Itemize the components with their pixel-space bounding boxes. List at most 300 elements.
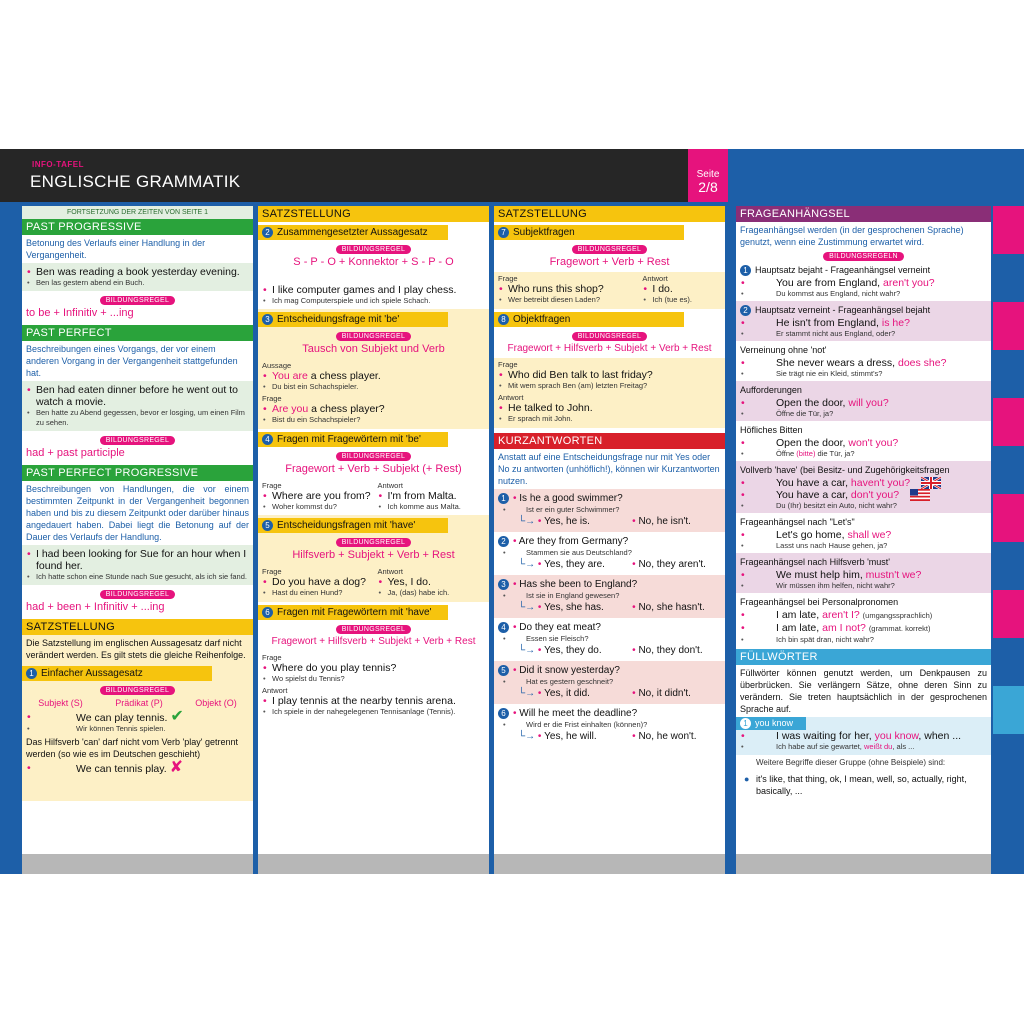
rule-heading: Hauptsatz bejaht - Frageanhängsel verneint	[755, 265, 931, 275]
side-tab	[993, 398, 1024, 446]
question-text: Has she been to England?	[519, 579, 638, 590]
answers: └→ • Yes, they are. • No, they aren't.	[518, 559, 706, 570]
past-perfect-desc: Beschreibungen eines Vorgangs, der vor einem anderen Vorgang in der Vergangenheit stattgefunden hat.	[26, 344, 238, 378]
qa-table	[258, 479, 489, 512]
question-translation: • Ist sie in England gewesen?	[498, 591, 721, 601]
section-fuellwoerter: FÜLLWÖRTER	[736, 649, 991, 665]
no-answer: No, they aren't.	[638, 559, 706, 570]
satzstellung-body	[22, 635, 253, 801]
yes-answer: Yes, he is.	[544, 516, 590, 527]
page-title: ENGLISCHE GRAMMATIK	[30, 172, 241, 191]
example-sentence	[736, 477, 991, 489]
number-icon: 5	[262, 520, 273, 531]
number-icon: 1	[740, 718, 751, 729]
number-icon: 2	[740, 305, 751, 316]
subsection-6	[258, 605, 448, 620]
past-perfect-rule: had + past participle	[26, 447, 125, 459]
example-translation: • Öffne die Tür, ja?	[736, 409, 991, 419]
rule-formula: Hilfsverb + Subjekt + Verb + Rest	[292, 549, 455, 561]
p1: I was waiting for her,	[776, 730, 875, 743]
column-satzstellung	[258, 206, 489, 874]
number-icon: 1	[26, 668, 37, 679]
answers: └→ • Yes, he is. • No, he isn't.	[518, 516, 691, 527]
subsection-3-body	[258, 309, 489, 429]
main: We must help him,	[776, 569, 866, 582]
main: I am late,	[776, 609, 823, 622]
rule-heading: Aufforderungen	[740, 385, 802, 395]
subsection-title: Entscheidungsfrage mit 'be'	[277, 314, 400, 325]
rule-heading: Verneinung ohne 'not'	[740, 345, 827, 355]
example-sentence	[736, 730, 991, 742]
side-tab	[993, 254, 1024, 302]
no-answer: No, he won't.	[638, 731, 697, 742]
main: You are from England,	[776, 277, 884, 289]
number-icon: 5	[498, 665, 509, 676]
frage-label: Frage	[262, 653, 282, 662]
rule-badge: BILDUNGSREGEL	[572, 245, 647, 254]
column-fragen-kurzantworten	[494, 206, 725, 874]
arrow-icon: └→	[518, 559, 538, 570]
p3: , when ...	[918, 730, 962, 743]
hilfsverb-note: Das Hilfsverb 'can' darf nicht vom Verb 'play' getrennt werden (so wie es im Deutschen geschieht)	[26, 737, 238, 759]
subsection-3	[258, 312, 448, 327]
answer-translation: • Ich komme aus Malta.	[374, 502, 490, 512]
question-translation: • Hast du einen Hund?	[258, 588, 374, 598]
column-tenses	[22, 206, 253, 874]
example-sentence	[258, 370, 489, 382]
rule-heading: Frageanhängsel bei Personalpronomen	[740, 597, 899, 608]
predicate-label: Prädikat (P)	[115, 698, 163, 708]
subsection-title: Objektfragen	[513, 314, 571, 325]
qa-table	[494, 272, 725, 309]
subsection-5	[258, 518, 448, 533]
main: I am late,	[776, 622, 823, 635]
example-sentence	[736, 357, 991, 369]
section-satzstellung: SATZSTELLUNG	[22, 619, 253, 635]
question-translation: • Woher kommst du?	[258, 502, 374, 512]
info-sheet	[0, 149, 1024, 874]
question: 3 • Has she been to England?	[498, 578, 721, 591]
side-tab	[993, 350, 1024, 398]
example-translation: • Ben hatte zu Abend gegessen, bevor er losging, um einen Film zu sehen.	[22, 408, 253, 428]
bottom-strip	[258, 854, 489, 874]
subsection-title: Fragen mit Fragewörtern mit 'have'	[277, 607, 432, 618]
example-translation: • Sie trägt nie ein Kleid, stimmt's?	[736, 369, 991, 379]
p2: you know	[874, 730, 919, 743]
example-sentence	[736, 437, 991, 449]
page-label: Seite	[696, 169, 720, 180]
arrow-icon: └→	[518, 688, 538, 699]
example-translation: • Du kommst aus England, nicht wahr?	[736, 289, 991, 299]
subsection-2	[258, 225, 448, 240]
question: • Where do you play tennis?	[258, 662, 489, 674]
answers: └→ • Yes, he will. • No, he won't.	[518, 731, 697, 742]
example-translation: • Ich bin spät dran, nicht wahr?	[736, 635, 991, 645]
tag: is he?	[881, 317, 910, 329]
t2: (bitte)	[796, 449, 816, 458]
tag: aren't you?	[883, 277, 935, 289]
column-frageanhaengsel	[736, 206, 991, 874]
tag-rule-3	[736, 341, 991, 381]
rule-badge: BILDUNGSREGEL	[336, 332, 411, 341]
rule-badge: BILDUNGSREGEL	[336, 452, 411, 461]
subsection-4	[258, 432, 448, 447]
side-tab	[993, 446, 1024, 494]
subsection-8	[494, 312, 684, 327]
antwort-label: Antwort	[377, 567, 403, 576]
example-translation: • Ich mag Computerspiele und ich spiele Schach.	[258, 296, 489, 306]
past-perfect-progressive-example	[22, 545, 253, 585]
subsection-title: Einfacher Aussagesatz	[41, 668, 143, 679]
frage-label: Frage	[262, 567, 282, 576]
kurzantwort-item	[494, 575, 725, 618]
tag-rule-8	[736, 553, 991, 593]
rule-heading: Höfliches Bitten	[740, 425, 803, 435]
answer-translation: • Ich (tue es).	[638, 295, 725, 305]
rule-badge: BILDUNGSREGEL	[100, 686, 175, 695]
answers: └→ • Yes, she has. • No, she hasn't.	[518, 602, 705, 613]
note: (umgangssprachlich)	[862, 611, 933, 621]
antwort-label: Antwort	[262, 686, 288, 695]
main: You have a car,	[776, 477, 851, 489]
section-satzstellung: SATZSTELLUNG	[258, 206, 489, 222]
rule-badge: BILDUNGSREGEL	[572, 332, 647, 341]
antwort-label: Antwort	[498, 393, 524, 402]
rule-heading: Hauptsatz verneint - Frageanhängsel bejaht	[755, 305, 931, 315]
section-past-perfect: PAST PERFECT	[22, 325, 253, 341]
arrow-icon: └→	[518, 602, 538, 613]
rest: a chess player.	[307, 370, 381, 382]
rule-heading: Frageanhängsel nach Hilfsverb 'must'	[740, 557, 891, 568]
tag: am I not?	[822, 622, 866, 635]
answer: • I do.	[638, 283, 725, 295]
number-icon: 3	[498, 579, 509, 590]
answer-translation: • Er sprach mit John.	[494, 414, 725, 424]
kurzantworten-list	[494, 489, 725, 747]
subsection-title: Entscheidungsfragen mit 'have'	[277, 520, 416, 531]
frage-label: Frage	[498, 360, 518, 369]
number-icon: 6	[262, 607, 273, 618]
number-icon: 4	[262, 434, 273, 445]
tag: mustn't we?	[865, 569, 922, 582]
number-icon: 1	[740, 265, 751, 276]
question-translation: • Wird er die Frist einhalten (können)?	[498, 720, 721, 730]
tag: don't you?	[850, 489, 900, 502]
rule-formula: S - P - O + Konnektor + S - P - O	[293, 256, 454, 268]
example-sentence	[736, 569, 991, 581]
rule-formula: Fragewort + Verb + Rest	[549, 256, 670, 268]
t3: , als ...	[892, 742, 915, 752]
question-text: Will he meet the deadline?	[519, 708, 638, 719]
subsection-title: Fragen mit Fragewörtern mit 'be'	[277, 434, 421, 445]
header-label: INFO-TAFEL	[32, 160, 84, 169]
satzstellung-desc: Die Satzstellung im englischen Aussagesatz darf nicht verändert werden. Es gilt stets die gleiche Reihenfolge.	[26, 638, 246, 660]
main: He isn't from England,	[776, 317, 882, 329]
example-translation: • Wir müssen ihm helfen, nicht wahr?	[736, 581, 991, 591]
tag-rule-6	[736, 461, 991, 513]
t1: Öffne	[776, 449, 797, 458]
answers: └→ • Yes, it did. • No, it didn't.	[518, 688, 691, 699]
example-translation: • Du bist ein Schachspieler.	[258, 382, 489, 392]
more-terms-note: Weitere Begriffe dieser Gruppe (ohne Beispiele) sind:	[756, 758, 946, 768]
question: 4 • Do they eat meat?	[498, 621, 721, 634]
arrow-icon: └→	[518, 645, 538, 656]
fuellwoerter-example	[736, 717, 991, 755]
side-tab	[993, 590, 1024, 638]
rule-badge: BILDUNGSREGEL	[100, 436, 175, 445]
main: You have a car,	[776, 489, 851, 502]
question-translation: • Stammen sie aus Deutschland?	[498, 548, 721, 558]
rule-badge: BILDUNGSREGELN	[823, 252, 904, 261]
kurzantwort-item	[494, 532, 725, 575]
question-text: Are they from Germany?	[518, 536, 629, 547]
page-number: 2/8	[698, 179, 718, 195]
page-number-badge	[688, 149, 728, 202]
rule-badge: BILDUNGSREGEL	[336, 245, 411, 254]
spo-rule	[22, 695, 253, 711]
frage-label: Frage	[262, 394, 282, 403]
tag: shall we?	[847, 529, 892, 542]
question-text: Is he a good swimmer?	[519, 493, 623, 504]
subsection-you-know	[736, 717, 806, 730]
question-translation: • Wo spielst du Tennis?	[258, 674, 489, 684]
example-translation: • Er stammt nicht aus England, oder?	[736, 329, 991, 339]
question-translation: • Mit wem sprach Ben (am) letzten Freitag?	[494, 381, 725, 391]
side-tab	[993, 638, 1024, 686]
section-frageanhaengsel: FRAGEANHÄNGSEL	[736, 206, 991, 222]
number-icon: 2	[498, 536, 509, 547]
aussage-label: Aussage	[262, 361, 292, 370]
example-translation: • Du (Ihr) besitzt ein Auto, nicht wahr?	[736, 501, 991, 511]
bottom-strip	[736, 854, 991, 874]
header-blue-panel	[728, 149, 1024, 202]
no-answer: No, she hasn't.	[638, 602, 705, 613]
t1: Ich habe auf sie gewartet,	[776, 742, 864, 752]
example-sentence: We can play tennis.	[76, 712, 168, 724]
qa-table	[258, 565, 489, 598]
past-progressive-rule: to be + Infinitiv + ...ing	[26, 307, 134, 319]
example-sentence	[736, 397, 991, 409]
subsection-title: Zusammengesetzter Aussagesatz	[277, 227, 428, 238]
highlight: Are you	[272, 403, 309, 415]
number-icon: 7	[498, 227, 509, 238]
arrow-icon: └→	[518, 516, 538, 527]
checkmark-icon: ✔	[170, 708, 184, 725]
bullet-icon: ●	[744, 774, 750, 785]
main: Let's go home,	[776, 529, 848, 542]
section-past-progressive: PAST PROGRESSIVE	[22, 219, 253, 235]
rule-badge: BILDUNGSREGEL	[336, 538, 411, 547]
more-terms-list	[736, 771, 991, 799]
terms: it's like, that thing, ok, I mean, well, so, actually, right, basically, ...	[756, 774, 967, 797]
subsection-title: you know	[755, 718, 794, 729]
past-perfect-example	[22, 381, 253, 431]
rule-badge: BILDUNGSREGEL	[100, 590, 175, 599]
question: • Who runs this shop?	[494, 283, 638, 295]
kurzantworten-desc: Anstatt auf eine Entscheidungsfrage nur mit Yes oder No zu antworten (unhöflich!), können wir Kurzantworten nutzen.	[498, 452, 720, 486]
question: • Who did Ben talk to last friday?	[494, 369, 725, 381]
qa-block	[494, 358, 725, 428]
correct-example	[22, 708, 253, 725]
example-sentence	[736, 622, 991, 635]
rule-formula: Fragewort + Hilfsverb + Subjekt + Verb + Rest	[271, 636, 476, 647]
side-tab	[993, 542, 1024, 590]
question-translation: • Hat es gestern geschneit?	[498, 677, 721, 687]
tag-rule-1	[736, 261, 991, 301]
answer-translation: • Ja, (das) habe ich.	[374, 588, 490, 598]
example-sentence	[258, 403, 489, 415]
answer: • He talked to John.	[494, 402, 725, 414]
no-answer: No, they don't.	[638, 645, 703, 656]
side-tab	[993, 302, 1024, 350]
section-past-perfect-progressive: PAST PERFECT PROGRESSIVE	[22, 465, 253, 481]
number-icon: 6	[498, 708, 509, 719]
example-translation: • Lasst uns nach Hause gehen, ja?	[736, 541, 991, 551]
no-answer: No, it didn't.	[638, 688, 691, 699]
number-icon: 1	[498, 493, 509, 504]
continuation-note: FORTSETZUNG DER ZEITEN VON SEITE 1	[22, 206, 253, 219]
note: (grammat. korrekt)	[868, 624, 931, 634]
answer: • I'm from Malta.	[374, 490, 490, 502]
yes-answer: Yes, it did.	[544, 688, 590, 699]
example-sentence: • I like computer games and I play chess.	[258, 284, 489, 296]
frage-label: Frage	[498, 274, 518, 283]
t2: weißt du	[863, 742, 893, 752]
example-translation: • Bist du ein Schachspieler?	[258, 415, 489, 425]
side-tab	[993, 734, 1024, 874]
tag: will you?	[848, 397, 889, 409]
tag-rule-7	[736, 513, 991, 553]
subject-label: Subjekt (S)	[38, 698, 83, 708]
past-perfect-progressive-rule: had + been + Infinitiv + ...ing	[26, 601, 165, 613]
rule-formula: Fragewort + Hilfsverb + Subjekt + Verb + Rest	[507, 343, 712, 354]
example-translation: • Ben las gestern abend ein Buch.	[22, 278, 253, 288]
number-icon: 3	[262, 314, 273, 325]
tag-rule-9	[736, 593, 991, 647]
fuellwoerter-desc: Füllwörter können genutzt werden, um Denkpausen zu überbrücken. Sie verlängern Sätze, ohne deren Sinn zu verändern. Sie treten hauptsächlich in der gesprochenen Sprache auf.	[740, 668, 987, 715]
question-translation: • Wer betreibt diesen Laden?	[494, 295, 638, 305]
kurzantwort-item	[494, 704, 725, 747]
tag: won't you?	[848, 437, 899, 449]
subsection-5-body	[258, 515, 489, 602]
uk-flag-icon	[921, 477, 941, 489]
object-label: Objekt (O)	[195, 698, 237, 708]
answer-translation: • Ich spiele in der nahegelegenen Tennisanlage (Tennis).	[258, 707, 489, 717]
t3: die Tür, ja?	[815, 449, 855, 458]
yes-answer: Yes, he will.	[544, 731, 597, 742]
subsection-einfacher-aussagesatz	[22, 666, 212, 681]
answer: • I play tennis at the nearby tennis arena.	[258, 695, 489, 707]
question: • Where are you from?	[258, 490, 374, 502]
tag: haven't you?	[850, 477, 911, 489]
side-tab	[993, 686, 1024, 734]
main: Open the door,	[776, 437, 849, 449]
number-icon: 4	[498, 622, 509, 633]
example-translation	[736, 449, 991, 459]
tag-rule-4	[736, 381, 991, 421]
tag-rule-5	[736, 421, 991, 461]
arrow-icon: └→	[518, 731, 538, 742]
example-sentence	[736, 529, 991, 541]
section-satzstellung: SATZSTELLUNG	[494, 206, 725, 222]
answer: • Yes, I do.	[374, 576, 490, 588]
yes-answer: Yes, she has.	[544, 602, 604, 613]
rule-formula: Tausch von Subjekt und Verb	[302, 343, 445, 355]
section-kurzantworten: KURZANTWORTEN	[494, 433, 725, 449]
number-icon: 8	[498, 314, 509, 325]
example-translation: • Wir können Tennis spielen.	[22, 724, 253, 734]
highlight: You are	[272, 370, 308, 382]
rule-badge: BILDUNGSREGEL	[336, 625, 411, 634]
bottom-strip	[22, 854, 253, 874]
main: Open the door,	[776, 397, 849, 409]
wrong-example	[22, 759, 253, 776]
subsection-7	[494, 225, 684, 240]
question-text: Do they eat meat?	[519, 622, 601, 633]
no-answer: No, he isn't.	[638, 516, 691, 527]
antwort-label: Antwort	[642, 274, 668, 283]
rule-badge: BILDUNGSREGEL	[100, 296, 175, 305]
question: 5 • Did it snow yesterday?	[498, 664, 721, 677]
question: 6 • Will he meet the deadline?	[498, 707, 721, 720]
kurzantwort-item	[494, 489, 725, 532]
question-translation: • Essen sie Fleisch?	[498, 634, 721, 644]
kurzantwort-item	[494, 618, 725, 661]
side-tab	[993, 494, 1024, 542]
example-translation: • Ich hatte schon eine Stunde nach Sue gesucht, als ich sie fand.	[22, 572, 253, 582]
antwort-label: Antwort	[377, 481, 403, 490]
subsection-title: Subjektfragen	[513, 227, 575, 238]
past-progressive-example	[22, 263, 253, 291]
question: 2 • Are they from Germany?	[498, 535, 721, 548]
yes-answer: Yes, they are.	[544, 559, 605, 570]
past-progressive-desc: Betonung des Verlaufs einer Handlung in der Vergangenheit.	[26, 238, 206, 260]
question: 1 • Is he a good swimmer?	[498, 492, 721, 505]
frageanhaengsel-desc: Frageanhängsel werden (in der gesprochenen Sprache) genutzt, wenn eine Zustimmung erwartet wird.	[740, 225, 964, 247]
main: She never wears a dress,	[776, 357, 898, 369]
number-icon: 2	[262, 227, 273, 238]
kurzantwort-item	[494, 661, 725, 704]
yes-answer: Yes, they do.	[544, 645, 602, 656]
bottom-strip	[494, 854, 725, 874]
example-sentence	[736, 489, 991, 501]
frage-label: Frage	[262, 481, 282, 490]
rest: a chess player?	[308, 403, 385, 415]
example-sentence: • I had been looking for Sue for an hour when I found her.	[22, 548, 253, 572]
rule-heading: Vollverb 'have' (bei Besitz- und Zugehörigkeitsfragen	[740, 465, 950, 475]
rule-heading: Frageanhängsel nach "Let's"	[740, 517, 855, 528]
past-perfect-progressive-desc: Beschreibungen von Handlungen, die vor einem bestimmten Zeitpunkt in der Vergangenheit begonnen haben und bis zu diesem Zeitpunkt oder darüber hinaus angedauert haben. Dabei liegt die Betonung auf der Dauer des Verlaufs der Handlung.	[26, 484, 249, 542]
question-translation: • Ist er ein guter Schwimmer?	[498, 505, 721, 515]
example-translation	[736, 742, 991, 752]
tag-rule-2	[736, 301, 991, 341]
question: • Do you have a dog?	[258, 576, 374, 588]
question-text: Did it snow yesterday?	[519, 665, 620, 676]
answers: └→ • Yes, they do. • No, they don't.	[518, 645, 703, 656]
rule-formula: Fragewort + Verb + Subjekt (+ Rest)	[285, 463, 462, 475]
cross-icon: ✘	[169, 759, 183, 776]
example-sentence	[736, 277, 991, 289]
example-sentence: We can tennis play.	[76, 763, 167, 775]
example-sentence: • Ben was reading a book yesterday evening.	[22, 266, 253, 278]
example-sentence	[736, 317, 991, 329]
example-sentence: • Ben had eaten dinner before he went out to watch a movie.	[22, 384, 253, 408]
side-tab	[993, 206, 1024, 254]
us-flag-icon	[910, 489, 930, 501]
tag: does she?	[897, 357, 947, 369]
tag: aren't I?	[822, 609, 860, 622]
example-sentence	[736, 609, 991, 622]
